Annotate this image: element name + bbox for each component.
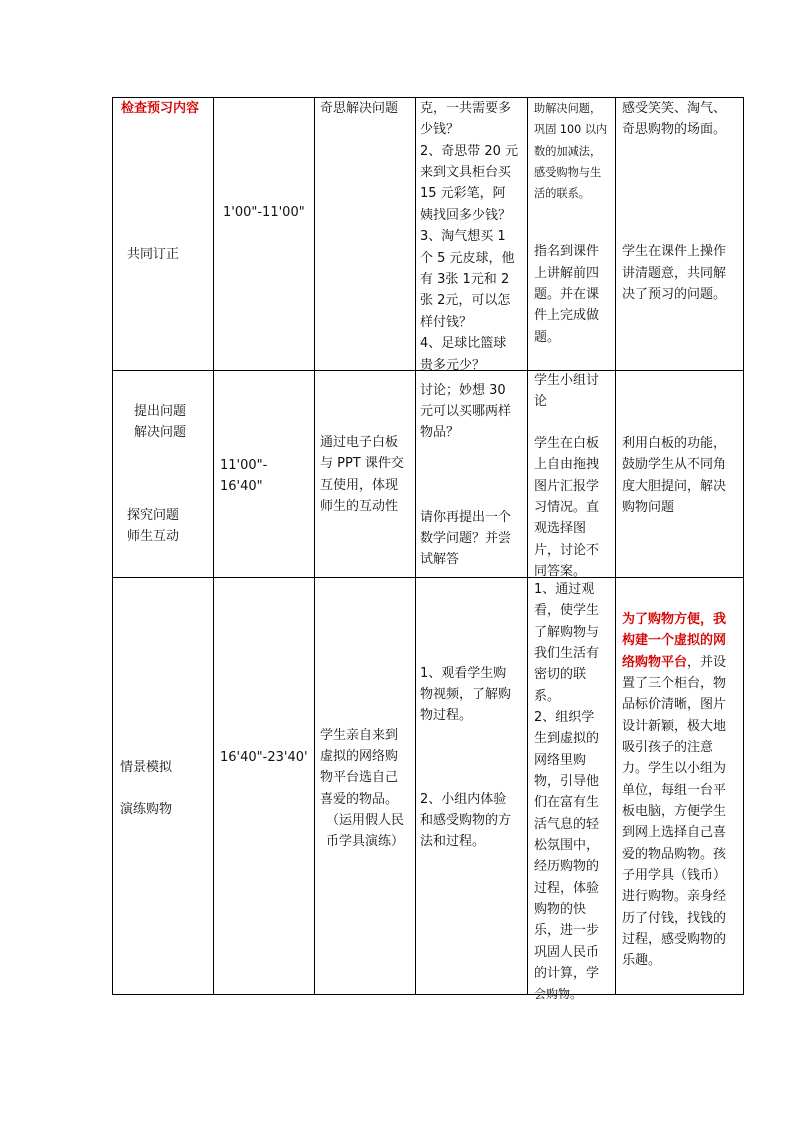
row1-step-2: 共同订正 — [127, 247, 180, 262]
row-divider — [113, 577, 743, 578]
row1-step-1: 检查预习内容 — [121, 101, 200, 116]
row1-time: 1'00"-11'00" — [223, 205, 305, 220]
column-divider — [527, 98, 528, 994]
column-divider — [213, 98, 214, 994]
row1-activity: 奇思解决问题 — [320, 101, 399, 116]
column-divider — [314, 98, 315, 994]
row3-time: 16'40"-23'40' — [220, 750, 308, 765]
column-divider — [615, 98, 616, 994]
column-divider — [415, 98, 416, 994]
